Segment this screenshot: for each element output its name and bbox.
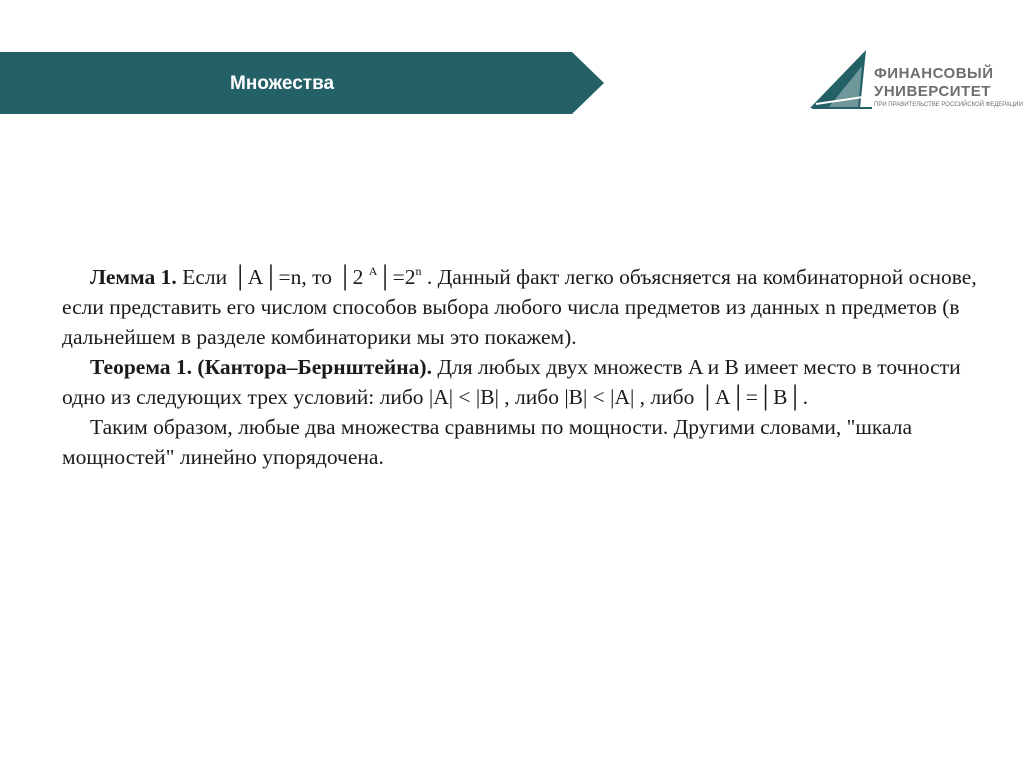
conclusion-paragraph: Таким образом, любые два множества сравнимы по мощности. Другими словами, "шкала мощностей" линейно упорядочена. [62,415,913,469]
lemma-text-3: =2 [392,265,416,289]
lemma-abs-2a-open: │2 [337,265,369,289]
lemma-text-2: =n, то [278,265,338,289]
university-logo [808,46,1023,116]
theorem-label: Теорема 1. (Кантора–Бернштейна). [90,355,432,379]
theorem-text-3: , либо [634,385,700,409]
lemma-sup-n: n [415,264,422,278]
logo-text-line2: УНИВЕРСИТЕТ [874,83,991,100]
theorem-condition-2: |B| < |A| [564,385,635,409]
lemma-abs-close: │ [377,265,393,289]
title-banner [0,52,604,114]
theorem-text-1: Для любых двух множеств A и B имеет место в точности одно из следующих трех условий: либо [62,355,961,409]
lemma-text-4: . Данный факт легко объясняется на комбинаторной основе, если представить его числом способов выбора любого числа предметов из данных n предметов (в дальнейшем в разделе комбинаторики мы это покажем). [62,265,977,349]
lemma-label: Лемма 1. [90,265,177,289]
lemma-paragraph [62,262,982,352]
theorem-condition-1: |A| < |B| [428,385,499,409]
slide-body [62,262,982,472]
logo-text-line3: ПРИ ПРАВИТЕЛЬСТВЕ РОССИЙСКОЙ ФЕДЕРАЦИИ [874,102,1023,108]
theorem-text-4: . [802,385,809,409]
lemma-abs-a: │A│ [232,265,279,289]
slide-title: Множества [230,73,335,94]
theorem-paragraph [62,352,982,412]
theorem-condition-3: │A│=│B│ [699,385,803,409]
lemma-sup-a: A [368,264,378,278]
logo-emblem-icon [808,46,874,116]
theorem-text-2: , либо [498,385,565,409]
lemma-text-1: Если [176,265,233,289]
logo-text-line1: ФИНАНСОВЫЙ [874,65,994,82]
